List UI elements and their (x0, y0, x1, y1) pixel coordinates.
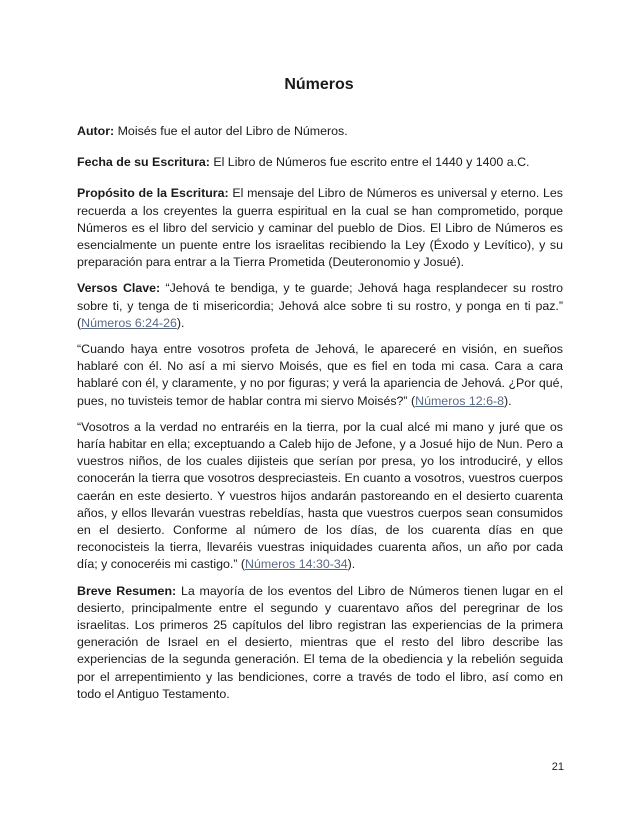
key-verse-2-close: ). (503, 393, 512, 408)
date-label: Fecha de su Escritura: (77, 155, 210, 170)
key-verse-1-paragraph (77, 280, 563, 332)
reference-link-numeros-12[interactable]: Números 12:6-8 (415, 393, 504, 408)
key-verse-2-text: “Cuando haya entre vosotros profeta de Jehová, le apareceré en visión, en sueños hablaré con él. No así a mi siervo Moisés, que es fiel en toda mi casa. Cara a cara hablaré con él, y claramente, y no por figuras; y verá la apariencia de Jehová. ¿Por qué, pues, no tuvisteis temor de hablar contra mi siervo Moisés?” ( (77, 342, 563, 408)
author-text: Moisés fue el autor del Libro de Números. (114, 124, 348, 138)
page-number: 21 (551, 761, 564, 773)
summary-label: Breve Resumen: (77, 583, 177, 598)
reference-link-numeros-14[interactable]: Números 14:30-34 (245, 557, 348, 572)
page-title: Números (284, 76, 354, 93)
summary-paragraph (77, 583, 563, 703)
summary-text: La mayoría de los eventos del Libro de Números tienen lugar en el desierto, principalmente entre el segundo y cuarentavo años del peregrinar de los israelitas. Los primeros 25 capítulos del libro registran las experiencias de la primera generación de Israel en el desierto, mientras que el resto del libro describe las experiencias de la segunda generación. El tema de la obediencia y la rebelión seguida por el arrepentimiento y las bendiciones, corre a través de todo el libro, así como en todo el Antiguo Testamento. (77, 583, 563, 701)
date-text: El Libro de Números fue escrito entre el 1440 y 1400 a.C. (209, 155, 530, 170)
key-verse-1-text: “Jehová te bendiga, y te guarde; Jehová haga resplandecer su rostro sobre ti, y tenga de ti misericordia; Jehová alce sobre ti su rostro, y ponga en ti paz.” ( (77, 281, 563, 330)
key-verse-3-paragraph (77, 419, 563, 574)
key-verse-3-close: ). (347, 557, 356, 572)
document-body (77, 123, 563, 712)
author-paragraph (77, 123, 563, 140)
purpose-label: Propósito de la Escritura: (77, 186, 229, 201)
key-verse-2-paragraph (77, 341, 563, 410)
key-verse-3-text: “Vosotros a la verdad no entraréis en la tierra, por la cual alcé mi mano y juré que os haría habitar en ella; exceptuando a Caleb hijo de Jefone, y a Josué hijo de Nun. Pero a vuestros niños, de los cuales dijisteis que serían por presa, yo los introduciré, y ellos conocerán la tierra que vosotros despreciasteis. En cuanto a vosotros, vuestros cuerpos caerán en este desierto. Y vuestros hijos andarán pastoreando en el desierto cuarenta años, y ellos llevarán vuestras rebeldías, hasta que vuestros cuerpos sean consumidos en el desierto. Conforme al número de los días, de los cuarenta días en que reconocisteis la tierra, llevaréis vuestras iniquidades cuarenta años, un año por cada día; y conoceréis mi castigo.” ( (77, 419, 563, 572)
key-verse-1-close: ). (176, 315, 185, 330)
purpose-text: El mensaje del Libro de Números es universal y eterno. Les recuerda a los creyentes la guerra espiritual en la cual se han comprometido, porque Números es el libro del servicio y caminar del pueblo de Dios. El Libro de Números es esencialmente un puente entre los israelitas recibiendo la Ley (Éxodo y Levítico), y su preparación para entrar a la Tierra Prometida (Deuteronomio y Josué). (77, 186, 563, 270)
key-verses-label: Versos Clave: (77, 281, 161, 296)
date-paragraph (77, 154, 563, 171)
purpose-paragraph (77, 185, 563, 271)
author-label: Autor: (77, 124, 115, 138)
reference-link-numeros-6[interactable]: Números 6:24-26 (81, 315, 177, 330)
